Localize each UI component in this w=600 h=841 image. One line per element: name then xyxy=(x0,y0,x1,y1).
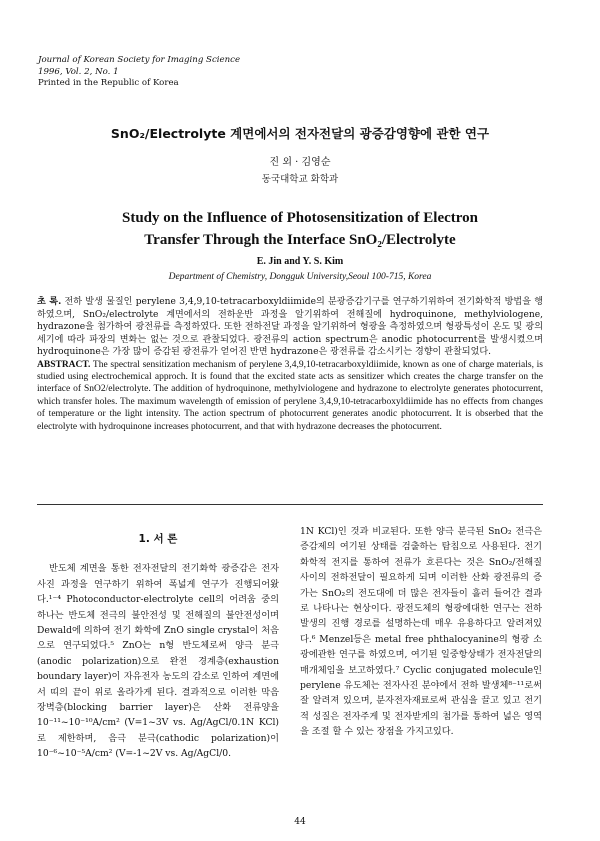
korean-affiliation: 동국대학교 화학과 xyxy=(261,174,339,185)
english-abstract-label: ABSTRACT. xyxy=(37,359,91,370)
page-number: 44 xyxy=(294,817,306,827)
english-affiliation: Department of Chemistry, Dongguk University,Seoul 100-715, Korea xyxy=(168,272,432,282)
body-column-right xyxy=(300,524,542,740)
body-paragraph-left: 반도체 계면을 통한 전자전달의 전기화학 광증감은 전자사진 과정을 연구하기 위하여 폭넓게 연구가 진행되어왔다.¹⁻⁴ Photoconductor-electrolyte cell의 어려움 중의 하나는 반도체 전극의 불안전성 및 전해질의 불안전성이며 Dewald에 의하여 전기 화학에 ZnO single crystal이 처음으로 연구되었다.⁵ ZnO는 n형 반도체로써 양극 분극(anodic polarization)으로 완전 경계층(exhaustion boundary layer)이 자유전자 농도의 감소로 인하여 계면에서 띠의 끝이 위로 올라가게 된다. 결과적으로 이러한 막음 장벽층(blocking barrier layer)은 산화 전류양을 10⁻¹¹~10⁻¹⁰A/cm² (V=1~3V vs. Ag/AgCl/0.1N KCl)로 제한하며, 음극 분극(cathodic polarization)이 10⁻⁶~10⁻⁵A/cm² (V=-1~2V vs. Ag/AgCl/0. xyxy=(37,563,279,760)
korean-title: SnO₂/Electrolyte 계면에서의 전자전달의 광증감영향에 관한 연구 xyxy=(110,126,490,141)
journal-header xyxy=(38,55,240,90)
korean-abstract xyxy=(37,296,543,359)
body-paragraph-right: 1N KCl)인 것과 비교된다. 또한 양극 분극된 SnO₂ 전극은 증감제의 여기된 상태를 검출하는 탐침으로 사용된다. 전기 화학적 전지를 통하여 전류가 흐른다는 것은 SnO₂/전해질 사이의 전하전달이 필요하게 되며 이러한 산화 광전류의 증가는 SnO₂의 전도대에 더 많은 전자들이 흘러 들어간 결과로 나타나는 현상이다. 광전도체의 형광에대한 연구는 전하발생의 진행 경로를 설명하는데 매우 유용하다고 알려져있다.⁶ Menzel등은 metal free phthalocyanine의 형광 소광에관한 연구를 하였으며, 여기된 일중항상태가 전자전달의 매개체임을 보고하였다.⁷ Cyclic conjugated molecule인 perylene 유도체는 전자사진 분야에서 전하 발생체⁸⁻¹¹로써 잘 알려져 있으며, 분자전자재료로써 관심을 끌고 있고 전기적 성질은 전자주게 및 전자받게의 첨가를 통하여 넓은 영역을 조절 할 수 있는 장점을 가지고있다. xyxy=(300,526,542,738)
abstracts xyxy=(37,296,543,433)
section-heading-introduction: 1. 서 론 xyxy=(138,533,178,545)
journal-volume: 1996, Vol. 2, No. 1 xyxy=(38,66,119,77)
korean-abstract-label: 초 록. xyxy=(37,296,62,307)
journal-name: Journal of Korean Society for Imaging Science xyxy=(38,55,241,65)
english-abstract xyxy=(37,359,543,433)
english-title-line-1: Study on the Influence of Photosensitization of Electron xyxy=(122,210,478,226)
body-column-left xyxy=(37,524,279,762)
printed-note: Printed in the Republic of Korea xyxy=(38,78,179,88)
english-title-line-2: Transfer Through the Interface SnO₂/Electrolyte xyxy=(144,232,456,248)
korean-authors: 진 외 · 김영순 xyxy=(269,157,331,168)
korean-abstract-text: 전하 발생 물질인 perylene 3,4,9,10-tetracarboxyldiimide의 분광증감기구를 연구하기위하여 전기화학적 방법을 행하였으며, SnO₂/electrolyte 계면에서의 전하운반 과정을 알기위하여 전해질에 hydroquinone, methylviologene, hydrazone을 첨가하여 광전류를 측정하였다. 또한 전하전달 과정을 알기위하여 형광을 측정하였으며 형광특성이 온도 및 광의 세기에 따라 파장의 변화는 없는 것으로 관찰되었다. 광전류의 action spectrum은 anodic photocurrent를 발생시켰으며 hydroquinone은 가장 많이 증감된 광전류가 얻어진 반면 hydrazone은 광전류를 감소시키는 경향이 관찰되었다. xyxy=(37,297,543,357)
english-abstract-text: The spectral sensitization mechanism of perylene 3,4,9,10-tetracarboxyldiimide, known as one of charge materials, is studied using electrochemical approch. It is found that the excited state acts as sensitizer which creates the charge transfer on the interface of SnO2/electrolyte. The addition of hydroquinone, methylviologene and hydrazone to electrolyte generates photocurrent, which transfer holes. The maximum wavelength of emission of perylene 3,4,9,10-tetracarboxyldiimide has no effects from changes of temperature or the light intensity. The action spectrum of photocurrent generates anodic photocurrent. It is obserbed that the electrolyte with hydroquinone increases photocurrent, and that with hydrazone decreases the photocurrent. xyxy=(37,359,543,432)
english-title xyxy=(0,207,600,251)
english-authors: E. Jin and Y. S. Kim xyxy=(256,256,344,267)
section-divider xyxy=(37,504,543,505)
